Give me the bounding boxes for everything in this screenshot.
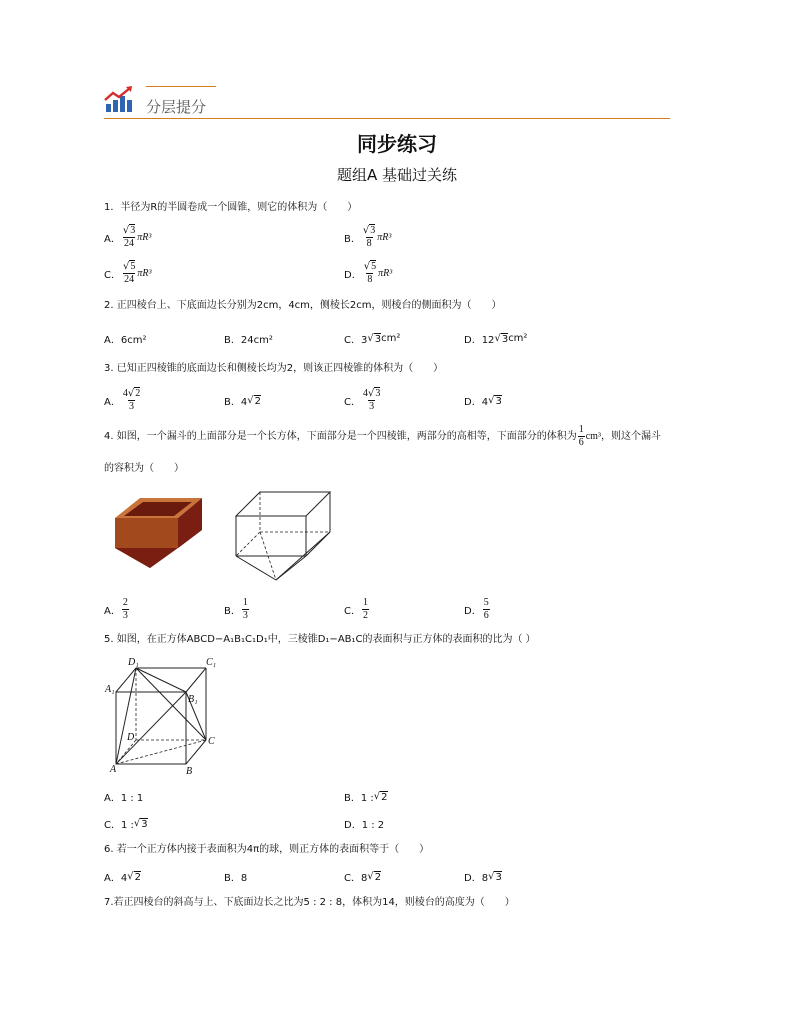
q6-option-a: A．4 √ 2 <box>104 871 141 884</box>
q3-stem: 3. 已知正四棱锥的底面边长和侧棱长均为2，则该正四棱锥的体积为（ ） <box>104 363 444 374</box>
q5-option-d: D．1 : 2 <box>344 820 385 831</box>
q4-option-c: C． $\frac{1}{2}$ <box>344 596 368 621</box>
q3-option-a: A． $\frac{4√2}{3}$ <box>104 387 141 412</box>
q1-option-a: A． $\frac{√3}{24}$ πR³ <box>104 224 152 249</box>
q6-option-b: B．8 <box>224 873 248 884</box>
q2-option-d: D．12 √ 3 cm² <box>464 333 528 346</box>
header-label: 分层提分 <box>146 98 207 116</box>
header-topline <box>146 86 216 87</box>
q1-stem: 1．半径为R的半圆卷成一个圆锥，则它的体积为（ ） <box>104 202 358 213</box>
page-title: 同步练习 <box>357 132 437 156</box>
q5-option-c: C．1 : √ 3 <box>104 818 148 831</box>
label-c1: C₁ <box>206 657 217 668</box>
cube-diagram <box>100 654 230 778</box>
logo-icon <box>104 86 134 114</box>
label-d1: D₁ <box>128 657 139 668</box>
q4-option-d: D． $\frac{5}{6}$ <box>464 596 489 621</box>
q2-option-c: C．3 √ 3 cm² <box>344 333 401 346</box>
q5-option-a: A．1 : 1 <box>104 793 144 804</box>
q1-option-b: B． $\frac{√3}{8}$ πR³ <box>344 224 392 249</box>
q6-option-c: C．8 √ 2 <box>344 871 382 884</box>
q2-option-b: B．24cm² <box>224 335 273 346</box>
q5-stem: 5. 如图，在正方体ABCD−A₁B₁C₁D₁中，三棱锥D₁−AB₁C的表面积与正方体的表面积的比为（ ） <box>104 634 536 645</box>
q3-option-c: C． $\frac{4√3}{3}$ <box>344 387 381 412</box>
label-a1: A₁ <box>105 684 115 695</box>
q6-stem: 6. 若一个正方体内接于表面积为4π的球，则正方体的表面积等于（ ） <box>104 844 430 855</box>
q4-stem-cont: 的容积为（ ） <box>104 463 184 474</box>
label-b1: B₁ <box>188 694 198 705</box>
q3-option-b: B．4 √ 2 <box>224 395 261 408</box>
q1-option-d: D． $\frac{√5}{8}$ πR³ <box>344 260 393 285</box>
q4-option-b: B． $\frac{1}{3}$ <box>224 596 248 621</box>
label-b: B <box>186 766 193 777</box>
q4-stem: 4. 如图，一个漏斗的上面部分是一个长方体，下面部分是一个四棱锥，两部分的高相等，下面部分的体积为 $\frac{1}{6}$ cm³ ，则这个漏斗 <box>104 424 661 448</box>
header-rule <box>104 118 670 119</box>
label-c: C <box>208 736 215 747</box>
header <box>104 82 670 122</box>
q2-option-a: A．6cm² <box>104 335 147 346</box>
q3-option-d: D．4 √ 3 <box>464 395 502 408</box>
q4-option-a: A． $\frac{2}{3}$ <box>104 596 128 621</box>
funnel-photo <box>110 494 206 572</box>
label-a: A <box>110 764 117 775</box>
funnel-diagram <box>232 488 334 584</box>
q1-option-c: C． $\frac{√5}{24}$ πR³ <box>104 260 152 285</box>
q6-option-d: D．8 √ 3 <box>464 871 502 884</box>
q7-stem: 7.若正四棱台的斜高与上、下底面边长之比为5 : 2 : 8，体积为14，则棱台的高度为（ ） <box>104 897 515 908</box>
label-d: D <box>127 732 135 743</box>
q2-stem: 2. 正四棱台上、下底面边长分别为2cm，4cm，侧棱长2cm，则棱台的侧面积为（ ） <box>104 300 502 311</box>
section-subtitle: 题组A 基础过关练 <box>336 166 458 184</box>
q5-option-b: B．1 : √ 2 <box>344 791 388 804</box>
